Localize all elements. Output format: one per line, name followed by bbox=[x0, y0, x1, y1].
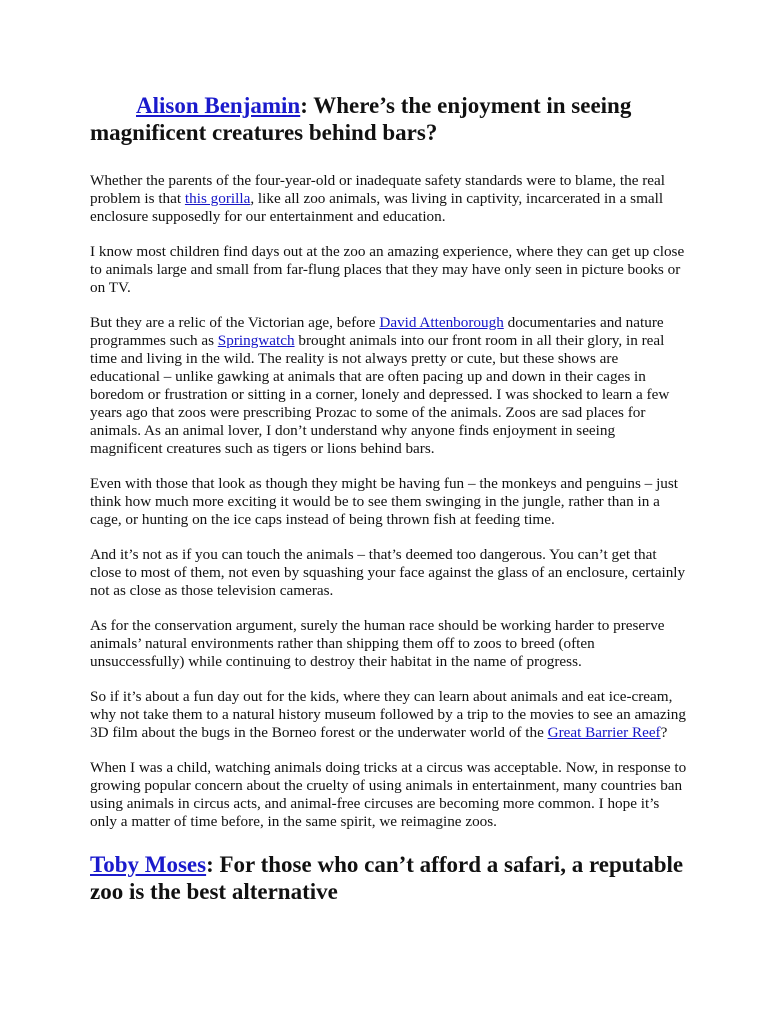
paragraph-text: documentaries and nature programmes such as bbox=[90, 314, 664, 349]
paragraph-text: But they are a relic of the Victorian age, before bbox=[90, 314, 380, 331]
paragraph-5: And it’s not as if you can touch the animals – that’s deemed too dangerous. You can’t get that close to most of them, not even by squashing your face against the glass of an enclosure, certainly not as close as those television cameras. bbox=[90, 546, 686, 599]
paragraph-text: , like all zoo animals, was living in captivity, incarcerated in a small enclosure supposedly for our entertainment and education. bbox=[90, 190, 664, 225]
section-heading-alison-benjamin bbox=[90, 92, 688, 146]
paragraph-1 bbox=[90, 172, 688, 226]
author-link-alison-benjamin[interactable]: Alison Benjamin bbox=[136, 93, 301, 118]
heading-text: : For those who can’t afford a safari, a reputable zoo is the best alternative bbox=[90, 852, 684, 904]
paragraph-text: brought animals into our front room in all their glory, in real time and living in the wild. The reality is not always pretty or cute, but these shows are educational – unlike gawking at animals that are often pacing up and down in their cages in boredom or frustration or sitting in a corner, lonely and depressed. I was shocked to learn a few years ago that zoos were prescribing Prozac to some of the animals. Zoos are sad places for animals. As an animal lover, I don’t understand why anyone finds enjoyment in seeing magnificent creatures such as tigers or lions behind bars. bbox=[90, 332, 670, 457]
link-springwatch[interactable]: Springwatch bbox=[217, 332, 295, 349]
heading-text: : Where’s the enjoyment in seeing magnificent creatures behind bars? bbox=[90, 93, 632, 145]
paragraph-6: As for the conservation argument, surely the human race should be working harder to preserve animals’ natural environments rather than shipping them off to zoos to breed (often unsuccessfully) while continuing to destroy their habitat in the name of progress. bbox=[90, 617, 665, 670]
link-this-gorilla[interactable]: this gorilla bbox=[184, 190, 251, 207]
paragraph-text: Whether the parents of the four-year-old or inadequate safety standards were to blame, the real problem is that bbox=[90, 172, 665, 207]
paragraph-text: So if it’s about a fun day out for the kids, where they can learn about animals and eat ice-cream, why not take them to a natural history museum followed by a trip to the movies to see an amazing 3D film about the bugs in the Borneo forest or the underwater world of the bbox=[90, 688, 686, 741]
paragraph-2: I know most children find days out at the zoo an amazing experience, where they can get up close to animals large and small from far-flung places that they may have only seen in picture books or on TV. bbox=[90, 243, 685, 296]
author-link-toby-moses[interactable]: Toby Moses bbox=[90, 852, 207, 877]
paragraph-7 bbox=[90, 688, 688, 742]
paragraph-8: When I was a child, watching animals doing tricks at a circus was acceptable. Now, in response to growing popular concern about the cruelty of using animals in entertainment, many countries ban using animals in circus acts, and animal-free circuses are becoming more common. I hope it’s only a matter of time before, in the same spirit, we reimagine zoos. bbox=[90, 759, 687, 830]
section-heading-toby-moses bbox=[90, 851, 688, 905]
paragraph-text: ? bbox=[660, 724, 668, 741]
link-great-barrier-reef[interactable]: Great Barrier Reef bbox=[547, 724, 661, 741]
paragraph-3 bbox=[90, 314, 688, 458]
paragraph-4: Even with those that look as though they might be having fun – the monkeys and penguins – just think how much more exciting it would be to see them swinging in the jungle, rather than in a cage, or hunting on the ice caps instead of being thrown fish at feeding time. bbox=[90, 475, 679, 528]
link-david-attenborough[interactable]: David Attenborough bbox=[379, 314, 504, 331]
